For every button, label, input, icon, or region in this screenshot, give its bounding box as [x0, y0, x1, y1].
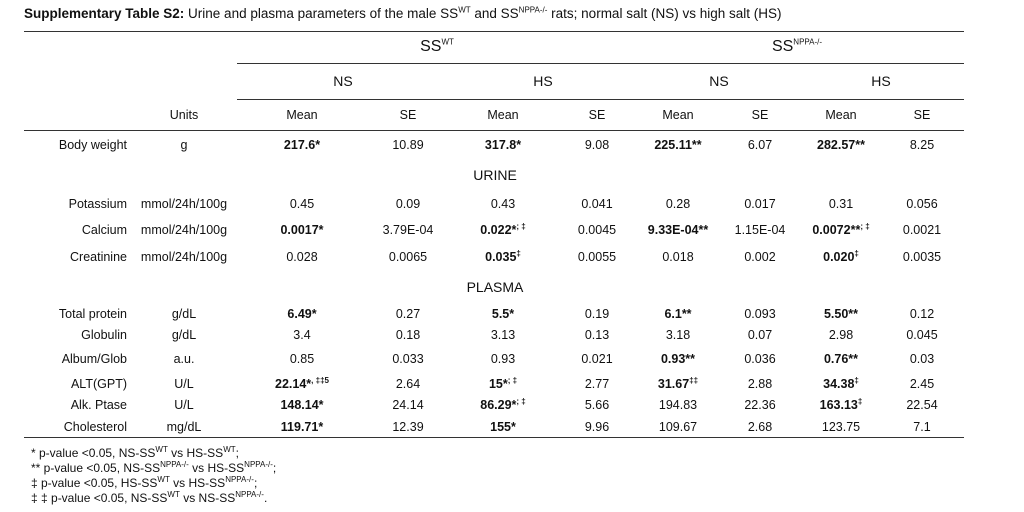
table-cell: 0.27 — [395, 307, 421, 321]
group-header: $SS^{NPPA-/-}$ — [771, 37, 823, 55]
caption-text-a: Urine and plasma parameters of the male SS — [184, 6, 459, 21]
table-cell: 0.0055 — [577, 250, 617, 264]
table-cell: 163.13‡ — [819, 396, 863, 412]
table-cell: 2.88 — [747, 377, 773, 391]
row-label: Cholesterol — [63, 420, 127, 434]
row-unit: g/dL — [171, 307, 197, 321]
table-cell: 6.49* — [287, 307, 317, 321]
caption-sup-b: NPPA-/- — [518, 5, 548, 15]
row-unit: mg/dL — [166, 420, 202, 434]
table-cell: 0.0072**; ‡ — [812, 221, 870, 237]
table-cell: 86.29*; ‡ — [480, 396, 526, 412]
table-cell: 6.07 — [747, 138, 773, 152]
stat-header: Mean — [662, 108, 694, 122]
table-cell: 0.93** — [660, 352, 696, 366]
table-top-rule — [24, 31, 964, 32]
table-cell: 155* — [490, 420, 516, 434]
stat-header: SE — [913, 108, 931, 122]
table-cell: 0.45 — [289, 197, 315, 211]
section-header: PLASMA — [466, 279, 524, 295]
table-cell: 194.83 — [658, 398, 698, 412]
table-cell: 0.43 — [490, 197, 516, 211]
table-cell: 5.50** — [823, 307, 859, 321]
stat-header: SE — [399, 108, 417, 122]
table-cell: 5.5* — [491, 307, 515, 321]
table-cell: 1.15E-04 — [734, 223, 786, 237]
table-cell: 0.033 — [392, 352, 424, 366]
table-cell: 0.13 — [584, 328, 610, 342]
table-cell: 148.14* — [280, 398, 324, 412]
condition-header: NS — [333, 73, 353, 89]
condition-header: HS — [871, 73, 891, 89]
table-cell: 3.4 — [293, 328, 311, 342]
section-header: URINE — [473, 167, 517, 183]
table-cell: 0.020‡ — [823, 248, 859, 264]
table-cell: 282.57** — [817, 138, 865, 152]
footnote: ‡ ‡ p-value <0.05, $NS-SS^{WT}$ vs $NS-SS^{NPPA-/-}$. — [31, 490, 268, 505]
footnote: ** p-value <0.05, $NS-SS^{NPPA-/-}$ vs $HS-SS^{NPPA-/-}$; — [31, 460, 277, 475]
table-cell: 0.07 — [747, 328, 773, 342]
row-label: Potassium — [68, 197, 127, 211]
table-cell: 6.1** — [664, 307, 692, 321]
condition-header: NS — [709, 73, 729, 89]
table-cell: 0.036 — [744, 352, 776, 366]
stat-header: SE — [751, 108, 769, 122]
condition-rule — [237, 99, 964, 100]
table-cell: 15*; ‡ — [488, 375, 518, 391]
header-bottom-rule — [24, 130, 964, 131]
table-cell: 0.056 — [906, 197, 938, 211]
row-unit: U/L — [174, 398, 194, 412]
row-unit: mmol/24h/100g — [140, 197, 228, 211]
table-cell: 31.67‡‡ — [657, 375, 699, 391]
table-cell: 9.33E-04** — [647, 223, 709, 237]
table-cell: 0.76** — [823, 352, 859, 366]
table-cell: 0.93 — [490, 352, 516, 366]
row-unit: g — [180, 138, 188, 152]
table-cell: 9.96 — [584, 420, 610, 434]
row-label: Alk. Ptase — [70, 398, 127, 412]
table-cell: 0.0021 — [902, 223, 942, 237]
stat-header: Mean — [487, 108, 519, 122]
table-cell: 109.67 — [658, 420, 698, 434]
row-unit: mmol/24h/100g — [140, 223, 228, 237]
table-cell: 22.36 — [744, 398, 776, 412]
condition-header: HS — [533, 73, 553, 89]
table-cell: 0.12 — [909, 307, 935, 321]
table-cell: 119.71* — [280, 420, 324, 434]
table-cell: 5.66 — [584, 398, 610, 412]
table-cell: 217.6* — [283, 138, 321, 152]
table-cell: 2.45 — [909, 377, 935, 391]
table-cell: 317.8* — [484, 138, 522, 152]
caption-sup-a: WT — [458, 5, 471, 15]
table-cell: 0.017 — [744, 197, 776, 211]
row-label: ALT(GPT) — [70, 377, 127, 391]
footnote: * p-value <0.05, $NS-SS^{WT}$ vs $HS-SS^{WT}$; — [31, 445, 239, 460]
units-header: Units — [169, 108, 199, 122]
table-cell: 0.041 — [581, 197, 613, 211]
table-cell: 0.035‡ — [485, 248, 521, 264]
table-cell: 0.18 — [395, 328, 421, 342]
table-cell: 3.13 — [490, 328, 516, 342]
row-label: Calcium — [81, 223, 127, 237]
stat-header: Mean — [286, 108, 318, 122]
row-label: Globulin — [81, 328, 127, 342]
table-cell: 0.0017* — [280, 223, 324, 237]
table-cell: 7.1 — [913, 420, 931, 434]
table-cell: 123.75 — [821, 420, 861, 434]
row-unit: mmol/24h/100g — [140, 250, 228, 264]
table-cell: 2.68 — [747, 420, 773, 434]
group-header: $SS^{WT}$ — [420, 37, 454, 55]
table-cell: 0.31 — [828, 197, 854, 211]
table-cell: 8.25 — [909, 138, 935, 152]
row-unit: a.u. — [173, 352, 195, 366]
table-cell: 0.03 — [909, 352, 935, 366]
table-cell: 34.38‡ — [823, 375, 859, 391]
table-cell: 2.64 — [395, 377, 421, 391]
table-cell: 0.045 — [906, 328, 938, 342]
table-cell: 0.002 — [744, 250, 776, 264]
row-label: Body weight — [58, 138, 127, 152]
table-cell: 0.28 — [665, 197, 691, 211]
table-cell: 0.19 — [584, 307, 610, 321]
stat-header: Mean — [825, 108, 857, 122]
table-cell: 22.14*$^{, \ddagger\ddagger 5}$ — [275, 375, 329, 391]
caption-text-c: rats; normal salt (NS) vs high salt (HS) — [547, 6, 782, 21]
table-cell: 24.14 — [392, 398, 424, 412]
row-label: Creatinine — [70, 250, 127, 264]
table-bottom-rule — [24, 437, 964, 438]
table-cell: 0.0045 — [577, 223, 617, 237]
row-unit: U/L — [174, 377, 194, 391]
table-cell: 22.54 — [906, 398, 938, 412]
table-cell: 0.022*; ‡ — [480, 221, 526, 237]
row-label: Total protein — [58, 307, 127, 321]
table-cell: 10.89 — [392, 138, 424, 152]
table-cell: 3.79E-04 — [382, 223, 434, 237]
stat-header: SE — [588, 108, 606, 122]
row-label: Album/Glob — [61, 352, 127, 366]
table-cell: 0.018 — [662, 250, 694, 264]
group-rule — [237, 63, 964, 64]
table-cell: 9.08 — [584, 138, 610, 152]
caption-text-b: and SS — [470, 6, 519, 21]
table-cell: 0.09 — [395, 197, 421, 211]
table-cell: 0.85 — [289, 352, 315, 366]
table-cell: 0.0035 — [902, 250, 942, 264]
table-cell: 0.093 — [744, 307, 776, 321]
table-cell: 2.98 — [828, 328, 854, 342]
table-cell: 12.39 — [392, 420, 424, 434]
row-unit: g/dL — [171, 328, 197, 342]
table-cell: 3.18 — [665, 328, 691, 342]
caption-label: Supplementary Table S2: — [24, 6, 185, 21]
table-cell: 0.0065 — [388, 250, 428, 264]
table-cell: 0.028 — [286, 250, 318, 264]
table-cell: 2.77 — [584, 377, 610, 391]
table-cell: 0.021 — [581, 352, 613, 366]
table-caption — [24, 6, 781, 21]
table-cell: 225.11** — [654, 138, 702, 152]
footnote: ‡ p-value <0.05, $HS-SS^{WT}$ vs $HS-SS^{NPPA-/-}$; — [31, 475, 258, 490]
